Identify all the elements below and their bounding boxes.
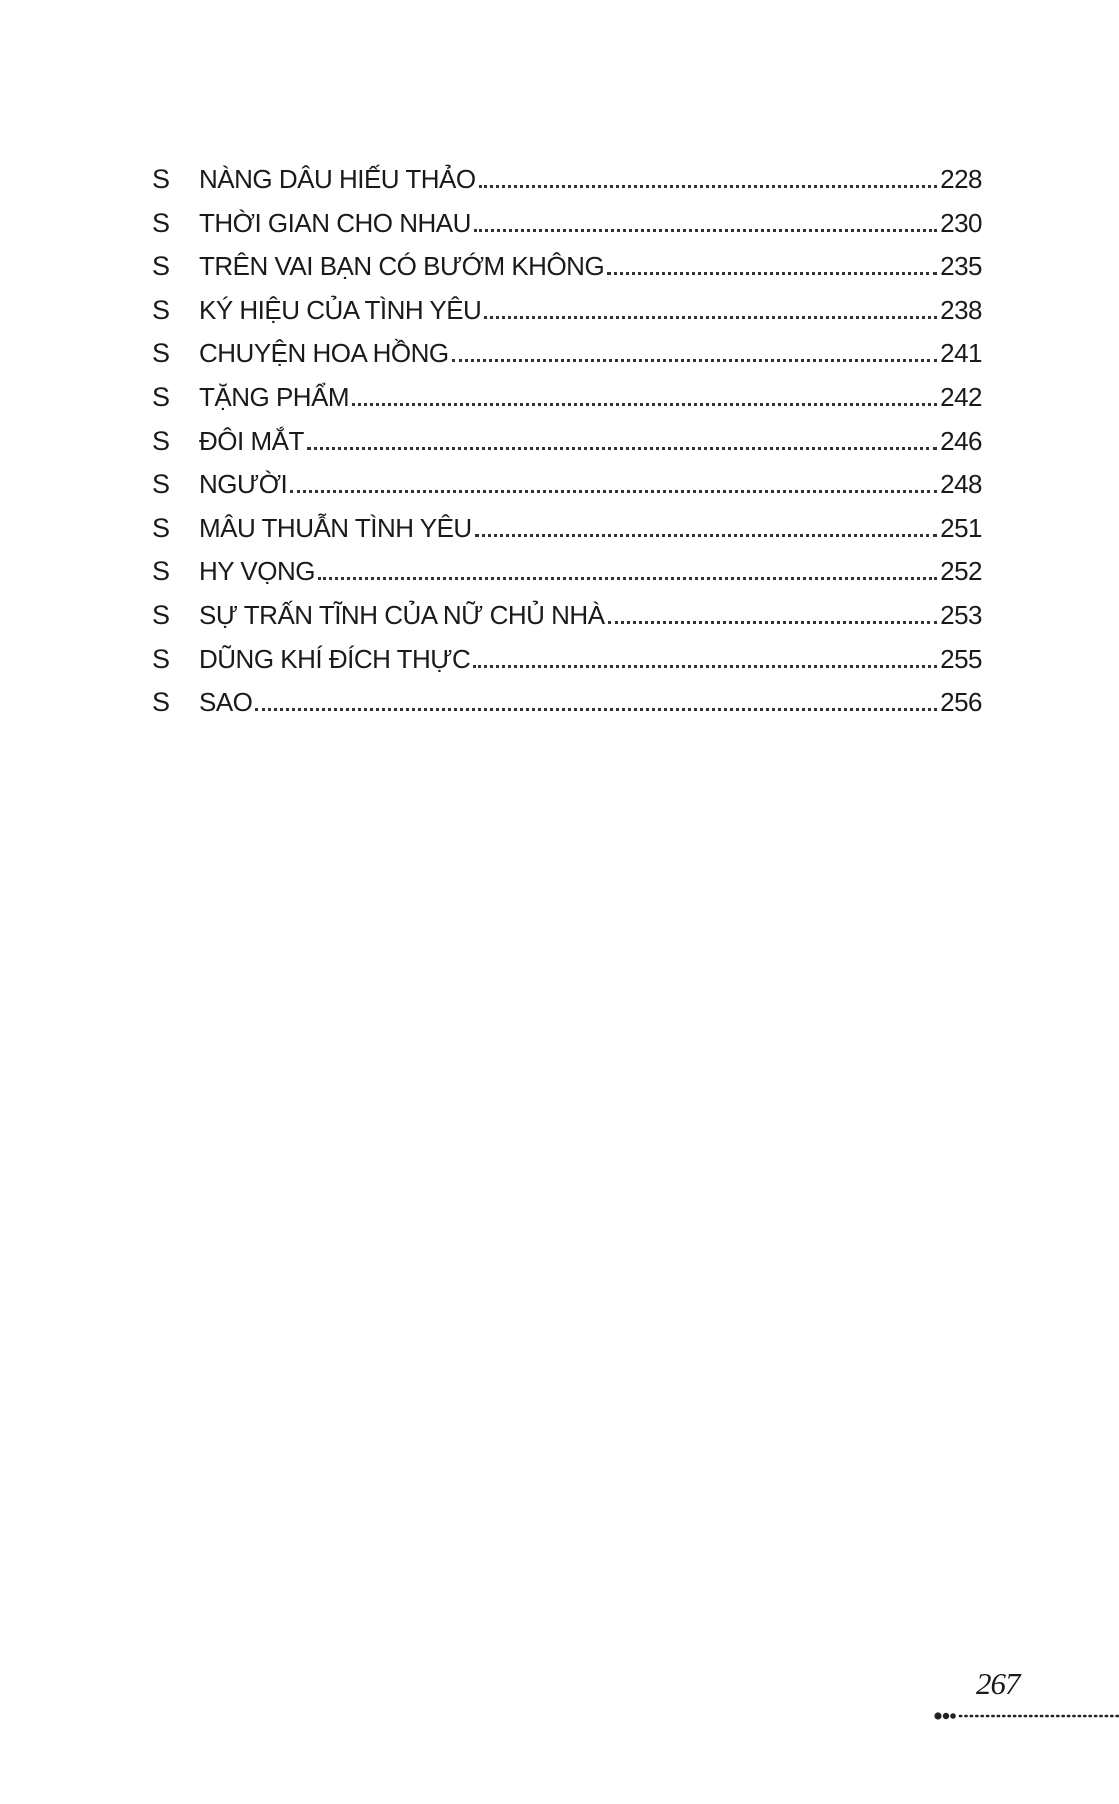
dot-leader — [484, 316, 937, 319]
toc-bullet: S — [152, 556, 170, 587]
toc-title: HY VỌNG — [199, 556, 315, 587]
toc-title: SỰ TRẤN TĨNH CỦA NỮ CHỦ NHÀ — [199, 599, 605, 630]
toc-title: TRÊN VAI BẠN CÓ BƯỚM KHÔNG — [199, 251, 605, 282]
dot-leader — [479, 185, 938, 188]
toc-entry — [152, 600, 982, 644]
toc-bullet: S — [152, 207, 170, 238]
footer-dot-ornament — [934, 1710, 1119, 1722]
dot-leader — [255, 708, 937, 711]
toc-page-number: 242 — [940, 381, 982, 412]
toc-page-number: 252 — [940, 556, 982, 587]
toc-bullet: S — [152, 512, 170, 543]
toc-entry — [152, 164, 982, 208]
toc-entry — [152, 644, 982, 688]
dot-leader — [474, 229, 937, 232]
page-number: 267 — [976, 1666, 1020, 1701]
toc-page-number: 256 — [940, 687, 982, 718]
toc-entry — [152, 208, 982, 252]
dot-leader — [452, 359, 937, 362]
toc-entry — [152, 513, 982, 557]
toc-page-number: 230 — [940, 207, 982, 238]
dot-leader — [473, 665, 937, 668]
toc-title: ĐÔI MẮT — [199, 425, 304, 456]
table-of-contents — [152, 164, 982, 731]
dot-leader — [318, 577, 937, 580]
toc-page-number: 241 — [940, 338, 982, 369]
toc-page-number: 246 — [940, 425, 982, 456]
toc-page-number: 238 — [940, 294, 982, 325]
toc-entry — [152, 251, 982, 295]
toc-entry — [152, 556, 982, 600]
toc-title: TẶNG PHẨM — [199, 381, 350, 412]
toc-title: CHUYỆN HOA HỒNG — [199, 338, 449, 369]
toc-bullet: S — [152, 338, 170, 369]
toc-title: MÂU THUẪN TÌNH YÊU — [199, 512, 472, 543]
toc-bullet: S — [152, 425, 170, 456]
toc-page-number: 253 — [940, 599, 982, 630]
dot-leader — [475, 534, 937, 537]
toc-title: NGƯỜI — [199, 469, 288, 500]
toc-title: THỜI GIAN CHO NHAU — [199, 207, 471, 238]
toc-title: DŨNG KHÍ ĐÍCH THỰC — [199, 643, 471, 674]
toc-title: SAO — [199, 687, 253, 718]
toc-bullet: S — [152, 164, 170, 194]
toc-entry — [152, 382, 982, 426]
toc-entry — [152, 338, 982, 382]
toc-page-number: 235 — [940, 251, 982, 282]
dot-leader — [352, 403, 937, 406]
toc-entry — [152, 469, 982, 513]
toc-entry — [152, 687, 982, 731]
toc-bullet: S — [152, 251, 170, 282]
toc-page-number: 251 — [940, 512, 982, 543]
toc-bullet: S — [152, 687, 170, 718]
dot-leader — [290, 490, 937, 493]
dot-leader — [608, 621, 938, 624]
toc-entry — [152, 426, 982, 470]
toc-bullet: S — [152, 381, 170, 412]
toc-title: NÀNG DÂU HIẾU THẢO — [199, 164, 476, 194]
dot-leader — [307, 447, 937, 450]
toc-page-number: 228 — [940, 164, 982, 194]
toc-bullet: S — [152, 294, 170, 325]
toc-page-number: 255 — [940, 643, 982, 674]
toc-page-number: 248 — [940, 469, 982, 500]
toc-entry — [152, 295, 982, 339]
toc-bullet: S — [152, 469, 170, 500]
toc-title: KÝ HIỆU CỦA TÌNH YÊU — [199, 294, 482, 325]
toc-bullet: S — [152, 599, 170, 630]
toc-bullet: S — [152, 643, 170, 674]
dot-leader — [607, 272, 937, 275]
